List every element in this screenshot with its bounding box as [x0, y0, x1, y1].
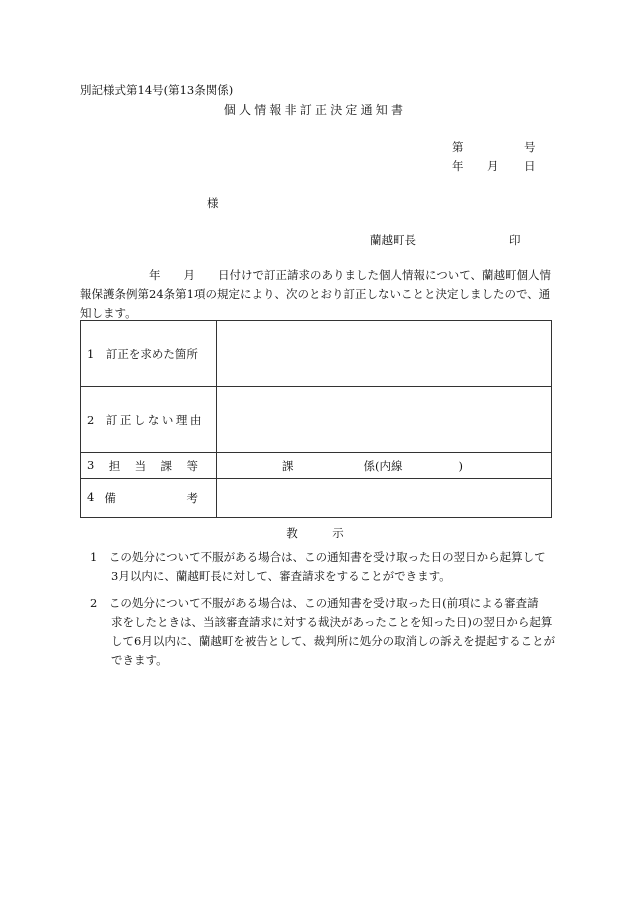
label-char: 考: [186, 491, 198, 505]
date-year: 年: [452, 159, 464, 173]
row-label: [81, 479, 217, 518]
table-row: [81, 453, 552, 479]
notice-number: 2: [90, 596, 98, 610]
row-label: [81, 321, 217, 387]
close-paren: ): [458, 458, 463, 473]
notice-line: 3月以内に、蘭越町長に対して、審査請求をすることができます。: [111, 569, 451, 583]
row-number: 2: [87, 412, 95, 427]
label-char: 備: [104, 491, 116, 505]
doc-number-prefix: 第: [452, 140, 464, 154]
row-number: 3: [87, 457, 95, 472]
row-label-text: 訂正を求めた箇所: [105, 346, 198, 361]
label-char: 当: [134, 458, 147, 473]
notice-line: この処分について不服がある場合は、この通知書を受け取った日(前項による審査請: [108, 596, 539, 610]
notice-line: この処分について不服がある場合は、この通知書を受け取った日の翌日から起算して: [108, 550, 546, 564]
row-label: [81, 387, 217, 453]
notice-line: して6月以内に、蘭越町を被告として、裁判所に処分の取消しの訴えを提起することが: [111, 634, 556, 648]
table-row: [81, 387, 552, 453]
department-field[interactable]: [217, 453, 552, 479]
notice-heading: 教 示: [286, 526, 344, 540]
row-label: [81, 453, 217, 479]
date-month: 月: [487, 159, 499, 173]
body-line: 知します。: [80, 306, 137, 320]
info-table: [80, 320, 552, 518]
notice-number: 1: [90, 550, 98, 564]
row-number: 4: [87, 490, 95, 504]
label-char: 課: [160, 458, 173, 473]
notice-item: [90, 594, 555, 670]
table-row: [81, 479, 552, 518]
dept-label: 課: [282, 458, 294, 473]
body-line: 報保護条例第24条第1項の規定により、次のとおり訂正しないことと決定しましたので、通: [80, 287, 551, 301]
body-line: 年 月 日付けで訂正請求のありました個人情報について、蘭越町個人情: [80, 268, 552, 282]
doc-number-suffix: 号: [524, 140, 536, 154]
section-extension-label: 係(内線: [363, 458, 403, 473]
issuer-name: 蘭越町長: [370, 233, 416, 247]
remarks-field[interactable]: [217, 479, 552, 518]
seal-mark: 印: [509, 233, 521, 247]
row-label-text: 訂正しない理由: [105, 412, 204, 427]
correction-location-field[interactable]: [217, 321, 552, 387]
row-number: 1: [87, 346, 95, 361]
notice-item: [90, 548, 546, 586]
label-char: 等: [186, 458, 198, 473]
label-char: 担: [108, 458, 121, 473]
addressee-suffix: 様: [207, 196, 219, 210]
table-row: [81, 321, 552, 387]
form-label: 別記様式第14号(第13条関係): [80, 83, 234, 97]
date-day: 日: [524, 159, 536, 173]
document-title: 個人情報非訂正決定通知書: [223, 103, 407, 117]
body-paragraph: [80, 266, 555, 323]
notice-line: 求をしたときは、当該審査請求に対する裁決があったことを知った日)の翌日から起算: [111, 615, 553, 629]
notice-line: できます。: [111, 653, 168, 667]
refusal-reason-field[interactable]: [217, 387, 552, 453]
